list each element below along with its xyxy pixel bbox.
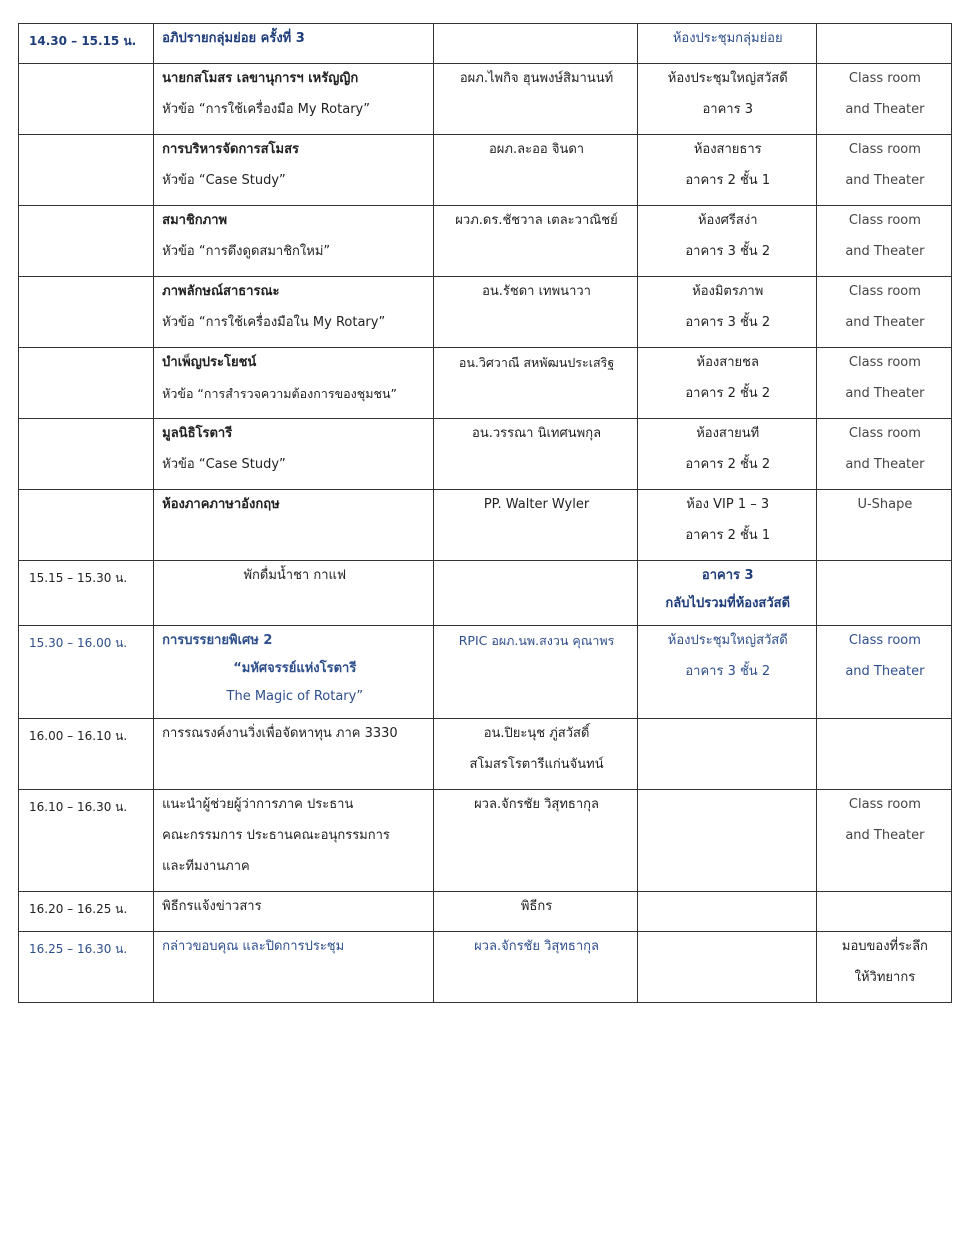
room-building: อาคาร 2 ชั้น 1: [685, 528, 771, 543]
time-cell: [19, 892, 154, 932]
seating-style-cont: and Theater: [845, 315, 925, 330]
seating-style: Class room: [848, 142, 921, 157]
style-cell: [816, 561, 951, 626]
topic-cell: [154, 206, 434, 277]
room-name: ห้องสายนที: [696, 426, 760, 441]
topic-line-3: และทีมงานภาค: [162, 859, 250, 874]
time-cell: [19, 719, 154, 790]
room-name: ห้องสายชล: [696, 355, 759, 370]
speaker-name: PP. Walter Wyler: [483, 497, 590, 512]
table-row: [19, 206, 952, 277]
room-cell: [637, 277, 816, 348]
room-name: ห้องประชุมใหญ่สวัสดี: [667, 71, 788, 86]
style-cell: [816, 348, 951, 419]
speaker-cell: [434, 561, 637, 626]
room-name: อาคาร 3: [701, 568, 754, 583]
topic-cell: [154, 348, 434, 419]
speaker-cell: [434, 419, 637, 490]
room-cell: [637, 932, 816, 1003]
time-cell: [19, 626, 154, 719]
topic-cell: [154, 135, 434, 206]
topic-cell: [154, 719, 434, 790]
seating-style-cont: and Theater: [845, 664, 925, 679]
table-row: [19, 561, 952, 626]
room-cell: [637, 892, 816, 932]
time-cell: [19, 419, 154, 490]
style-cell: [816, 24, 951, 64]
topic-subtitle: หัวข้อ “การใช้เครื่องมือใน My Rotary”: [162, 315, 386, 330]
style-cell: [816, 135, 951, 206]
room-cell: [637, 24, 816, 64]
topic-title: การบรรยายพิเศษ 2: [162, 633, 273, 648]
room-cell: [637, 348, 816, 419]
style-cell: [816, 790, 951, 892]
time-cell: [19, 490, 154, 561]
seating-style-cont: and Theater: [845, 457, 925, 472]
speaker-name: อผภ.ละออ จินดา: [489, 142, 585, 157]
time-cell: [19, 561, 154, 626]
room-name: ห้องประชุมใหญ่สวัสดี: [667, 633, 788, 648]
topic-cell: [154, 626, 434, 719]
room-name: ห้องศรีสง่า: [697, 213, 758, 228]
speaker-name: ผวล.จักรชัย วิสุทธากุล: [474, 797, 599, 812]
topic-cell: [154, 892, 434, 932]
room-cell: [637, 561, 816, 626]
speaker-name: ผวภ.ดร.ชัชวาล เตละวาณิชย์: [455, 213, 618, 228]
time-text: 16.10 – 16.30 น.: [29, 800, 128, 814]
time-text: 15.15 – 15.30 น.: [29, 571, 128, 585]
table-row: [19, 135, 952, 206]
topic-cell: [154, 561, 434, 626]
topic-title: กล่าวขอบคุณ และปิดการประชุม: [162, 939, 345, 954]
seating-style: Class room: [848, 284, 921, 299]
speaker-name: อน.ปิยะนุช ภู่สวัสดิ์: [483, 726, 590, 741]
topic-subtitle: “มหัศจรรย์แห่งโรตารี: [233, 661, 357, 676]
style-cell: [816, 206, 951, 277]
room-name: ห้องมิตรภาพ: [692, 284, 764, 299]
speaker-name: ผวล.จักรชัย วิสุทธากุล: [474, 939, 599, 954]
speaker-name: อน.วรรณา นิเทศนพกุล: [472, 426, 602, 441]
table-row: [19, 790, 952, 892]
time-text: 16.25 – 16.30 น.: [29, 942, 128, 956]
topic-title: พิธีกรแจ้งข่าวสาร: [162, 899, 262, 914]
note-text: มอบของที่ระลึก: [841, 939, 928, 954]
topic-subtitle: หัวข้อ “การดึงดูดสมาชิกใหม่”: [162, 244, 331, 259]
style-cell: [816, 719, 951, 790]
seating-style: Class room: [848, 797, 921, 812]
room-building: อาคาร 3: [702, 102, 753, 117]
seating-style: U-Shape: [857, 497, 913, 512]
topic-cell: [154, 277, 434, 348]
topic-title: นายกสโมสร เลขานุการฯ เหรัญญิก: [162, 71, 359, 86]
style-cell: [816, 419, 951, 490]
speaker-name: อน.รัชดา เทพนาวา: [482, 284, 591, 299]
time-text: 16.20 – 16.25 น.: [29, 902, 128, 916]
topic-line-1: แนะนำผู้ช่วยผู้ว่าการภาค ประธาน: [162, 797, 354, 812]
topic-title: บำเพ็ญประโยชน์: [162, 355, 257, 370]
style-cell: [816, 490, 951, 561]
table-row: [19, 64, 952, 135]
topic-cell: [154, 419, 434, 490]
topic-cell: [154, 24, 434, 64]
table-row: [19, 277, 952, 348]
room-building: อาคาร 3 ชั้น 2: [685, 664, 771, 679]
topic-title: การบริหารจัดการสโมสร: [162, 142, 299, 157]
speaker-cell: [434, 790, 637, 892]
seating-style: Class room: [848, 71, 921, 86]
topic-title: อภิปรายกลุ่มย่อย ครั้งที่ 3: [162, 31, 305, 46]
topic-subtitle: หัวข้อ “Case Study”: [162, 457, 286, 472]
room-name: ห้องสายธาร: [693, 142, 762, 157]
style-cell: [816, 932, 951, 1003]
speaker-cell: [434, 719, 637, 790]
room-cell: [637, 719, 816, 790]
time-text: 16.00 – 16.10 น.: [29, 729, 128, 743]
style-cell: [816, 892, 951, 932]
room-note: กลับไปรวมที่ห้องสวัสดี: [665, 596, 791, 611]
speaker-name: อน.วิศวาณี สหพัฒนประเสริฐ: [458, 355, 615, 370]
topic-title: ภาพลักษณ์สาธารณะ: [162, 284, 280, 299]
seating-style: Class room: [848, 633, 921, 648]
time-cell: [19, 24, 154, 64]
speaker-cell: [434, 348, 637, 419]
note-text-cont: ให้วิทยากร: [854, 970, 916, 985]
topic-title: สมาชิกภาพ: [162, 213, 228, 228]
topic-title: พักดื่มน้ำชา กาแฟ: [243, 568, 347, 583]
table-row: [19, 932, 952, 1003]
time-cell: [19, 348, 154, 419]
schedule-table: [18, 23, 952, 1003]
topic-cell: [154, 490, 434, 561]
topic-subtitle: หัวข้อ “การใช้เครื่องมือ My Rotary”: [162, 102, 370, 117]
topic-cell: [154, 932, 434, 1003]
room-text: ห้องประชุมกลุ่มย่อย: [672, 31, 783, 46]
seating-style-cont: and Theater: [845, 828, 925, 843]
speaker-club: สโมสรโรตารีแก่นจันทน์: [469, 757, 604, 772]
topic-line-2: คณะกรรมการ ประธานคณะอนุกรรมการ: [162, 828, 390, 843]
room-building: อาคาร 2 ชั้น 2: [685, 386, 771, 401]
room-cell: [637, 626, 816, 719]
speaker-cell: [434, 135, 637, 206]
seating-style-cont: and Theater: [845, 244, 925, 259]
seating-style-cont: and Theater: [845, 102, 925, 117]
style-cell: [816, 626, 951, 719]
speaker-cell: [434, 626, 637, 719]
room-cell: [637, 490, 816, 561]
table-row: [19, 892, 952, 932]
room-cell: [637, 64, 816, 135]
speaker-cell: [434, 206, 637, 277]
style-cell: [816, 64, 951, 135]
topic-subtitle: หัวข้อ “การสำรวจความต้องการของชุมชน”: [162, 386, 397, 401]
room-cell: [637, 419, 816, 490]
time-cell: [19, 790, 154, 892]
topic-title: ห้องภาคภาษาอังกฤษ: [162, 497, 280, 512]
speaker-cell: [434, 932, 637, 1003]
table-row: [19, 24, 952, 64]
speaker-cell: [434, 64, 637, 135]
table-row: [19, 626, 952, 719]
style-cell: [816, 277, 951, 348]
speaker-cell: [434, 892, 637, 932]
time-cell: [19, 206, 154, 277]
table-row: [19, 719, 952, 790]
seating-style: Class room: [848, 213, 921, 228]
time-cell: [19, 277, 154, 348]
speaker-cell: [434, 277, 637, 348]
seating-style-cont: and Theater: [845, 173, 925, 188]
topic-subtitle: หัวข้อ “Case Study”: [162, 173, 286, 188]
seating-style: Class room: [848, 355, 921, 370]
room-cell: [637, 135, 816, 206]
room-name: ห้อง VIP 1 – 3: [686, 497, 770, 512]
topic-subtitle-en: The Magic of Rotary”: [226, 689, 364, 704]
room-cell: [637, 790, 816, 892]
speaker-name: พิธีกร: [520, 899, 553, 914]
time-cell: [19, 932, 154, 1003]
room-building: อาคาร 2 ชั้น 2: [685, 457, 771, 472]
table-row: [19, 490, 952, 561]
time-cell: [19, 135, 154, 206]
topic-cell: [154, 790, 434, 892]
table-row: [19, 419, 952, 490]
topic-title: มูลนิธิโรตารี: [162, 426, 233, 441]
room-cell: [637, 206, 816, 277]
time-text: 14.30 – 15.15 น.: [29, 34, 137, 48]
room-building: อาคาร 3 ชั้น 2: [685, 315, 771, 330]
speaker-cell: [434, 24, 637, 64]
speaker-cell: [434, 490, 637, 561]
speaker-name: RPIC อผภ.นพ.สงวน คุณาพร: [458, 633, 615, 648]
room-building: อาคาร 2 ชั้น 1: [685, 173, 771, 188]
seating-style: Class room: [848, 426, 921, 441]
topic-title: การรณรงค์งานวิ่งเพื่อจัดหาทุน ภาค 3330: [162, 726, 398, 741]
time-cell: [19, 64, 154, 135]
seating-style-cont: and Theater: [845, 386, 925, 401]
speaker-name: อผภ.ไพกิจ ฮุนพงษ์สิมานนท์: [459, 71, 614, 86]
table-row: [19, 348, 952, 419]
topic-cell: [154, 64, 434, 135]
room-building: อาคาร 3 ชั้น 2: [685, 244, 771, 259]
time-text: 15.30 – 16.00 น.: [29, 636, 128, 650]
